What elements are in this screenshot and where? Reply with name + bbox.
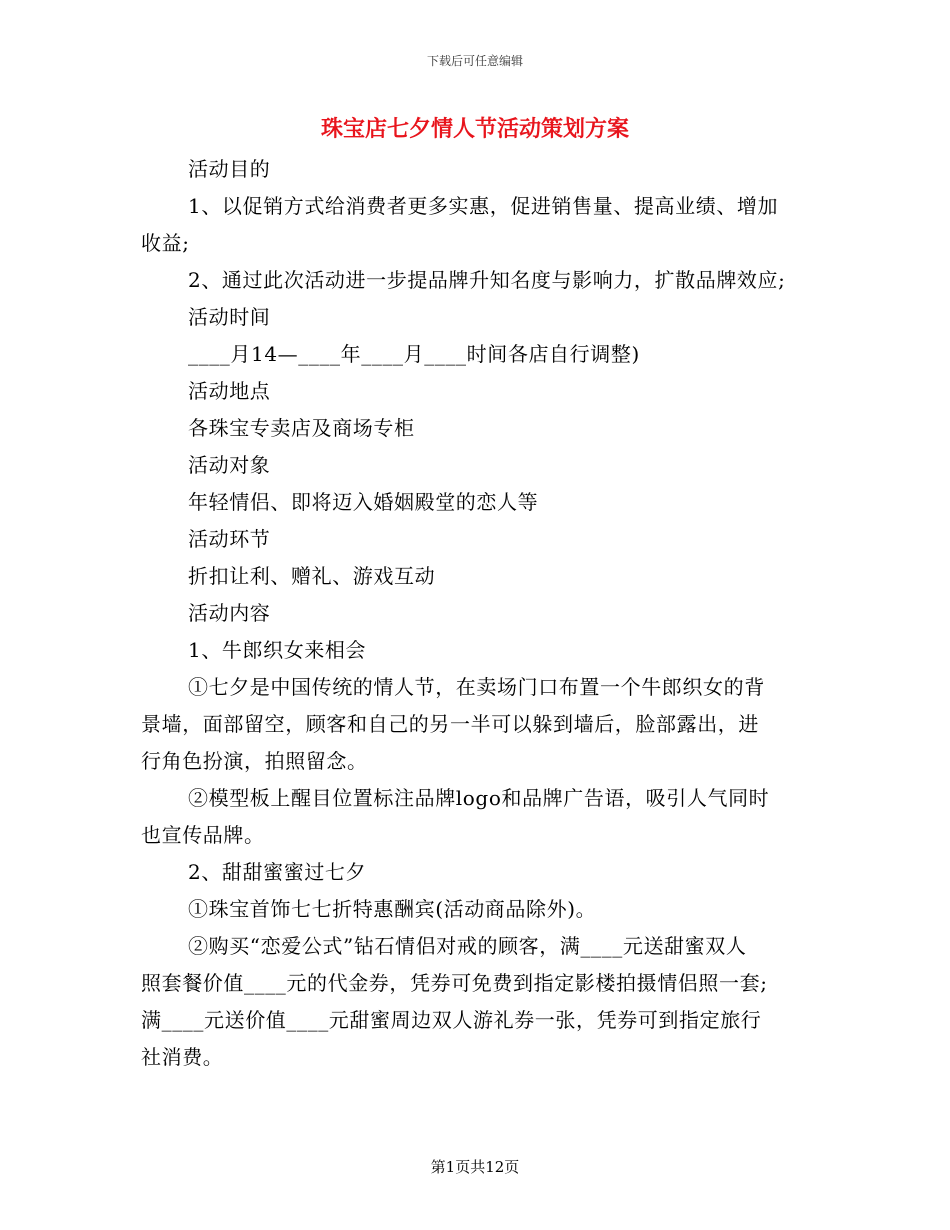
body-line: 活动内容 bbox=[188, 601, 271, 625]
body-line: 年轻情侣、即将迈入婚姻殿堂的恋人等 bbox=[188, 490, 539, 514]
page-number: 第1页共12页 bbox=[430, 1158, 520, 1176]
body-line: ②模型板上醒目位置标注品牌logo和品牌广告语，吸引人气同时 bbox=[188, 786, 770, 810]
document-body bbox=[141, 151, 816, 1076]
body-line: 活动目的 bbox=[188, 157, 271, 181]
body-line: 照套餐价值____元的代金券，凭券可免费到指定影楼拍摄情侣照一套; bbox=[141, 971, 768, 995]
body-line: ②购买“恋爱公式”钻石情侣对戒的顾客，满____元送甜蜜双人 bbox=[188, 934, 747, 958]
body-line: 社消费。 bbox=[141, 1045, 224, 1069]
body-line: 行角色扮演，拍照留念。 bbox=[141, 749, 368, 773]
header-note: 下载后可任意编辑 bbox=[426, 54, 523, 68]
document-title: 珠宝店七夕情人节活动策划方案 bbox=[320, 116, 629, 142]
body-line: 收益; bbox=[141, 231, 190, 255]
body-line: 各珠宝专卖店及商场专柜 bbox=[188, 416, 415, 440]
body-line: 1、牛郎织女来相会 bbox=[188, 638, 367, 662]
body-line: ①珠宝首饰七七折特惠酬宾(活动商品除外)。 bbox=[188, 897, 597, 921]
body-line: 折扣让利、赠礼、游戏互动 bbox=[188, 564, 436, 588]
body-line: 活动地点 bbox=[188, 379, 271, 403]
body-line: 2、通过此次活动进一步提品牌升知名度与影响力，扩散品牌效应; bbox=[188, 268, 786, 292]
body-line: 活动时间 bbox=[188, 305, 271, 329]
body-line: 满____元送价值____元甜蜜周边双人游礼券一张，凭券可到指定旅行 bbox=[141, 1008, 762, 1032]
body-line: 活动对象 bbox=[188, 453, 271, 477]
body-line: ____月14—____年____月____时间各店自行调整) bbox=[188, 342, 640, 366]
body-line: 也宣传品牌。 bbox=[141, 823, 265, 847]
body-line: ①七夕是中国传统的情人节，在卖场门口布置一个牛郎织女的背 bbox=[188, 675, 765, 699]
body-line: 景墙，面部留空，顾客和自己的另一半可以躲到墙后，脸部露出，进 bbox=[141, 712, 759, 736]
body-line: 1、以促销方式给消费者更多实惠，促进销售量、提高业绩、增加 bbox=[188, 194, 779, 218]
body-line: 活动环节 bbox=[188, 527, 271, 551]
body-line: 2、甜甜蜜蜜过七夕 bbox=[188, 860, 367, 884]
